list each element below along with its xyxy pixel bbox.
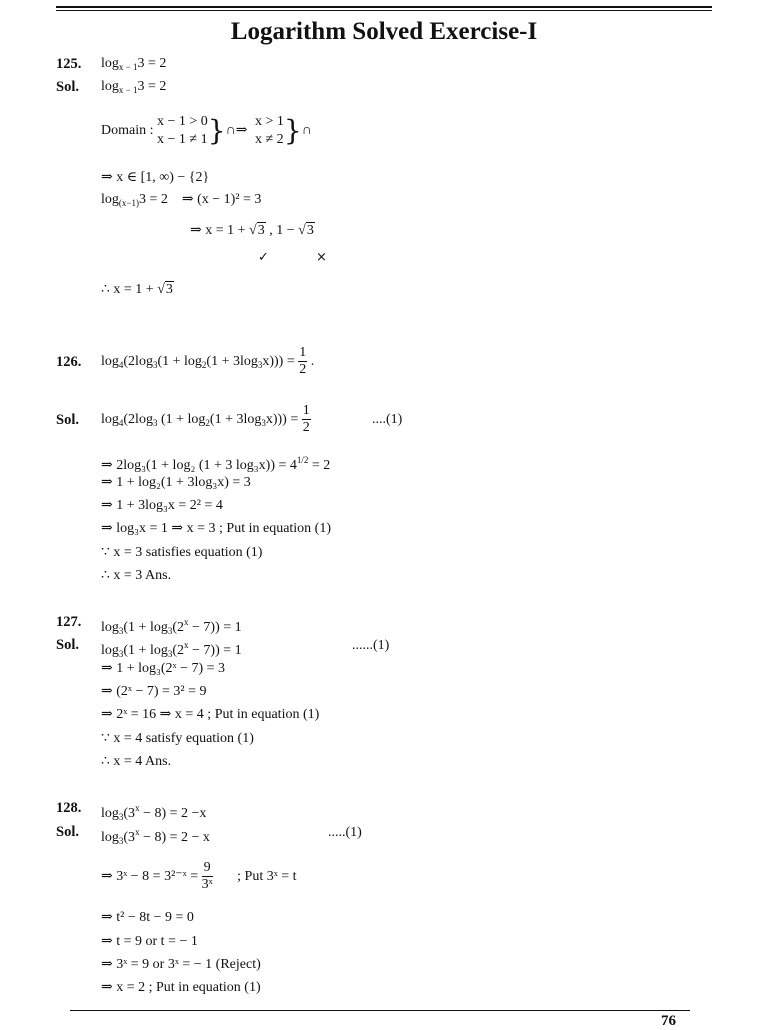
page-title: Logarithm Solved Exercise-I bbox=[230, 18, 538, 45]
cross-mark: × bbox=[316, 250, 327, 265]
domain-125: Domain : x − 1 > 0 x − 1 ≠ 1 }∩⇒ x > 1 x ≠ 2 }∩ bbox=[101, 114, 312, 147]
sol-127-line0: $\log_3(1 + \log_3(2^x - 7)) = 1$ bbox=[101, 640, 242, 659]
eq-ref-128: .....(1) bbox=[328, 825, 362, 840]
header-bottom-rule bbox=[56, 10, 712, 11]
sol-127-line5: ∴ x = 4 Ans. bbox=[101, 754, 172, 769]
question-number-125: 125. bbox=[56, 56, 82, 72]
check-mark: ✓ bbox=[258, 250, 269, 265]
question-number-128: 128. bbox=[56, 800, 82, 816]
sol-128-line2: ⇒ t² − 8t − 9 = 0 bbox=[101, 910, 194, 925]
header-top-rule bbox=[56, 6, 712, 8]
eq-ref-126: ....(1) bbox=[372, 412, 403, 427]
question-128: $\log_3(3^x - 8) = 2 -x$ bbox=[101, 803, 207, 822]
sol-label-126: Sol. bbox=[56, 412, 79, 428]
sol-128-line4: ⇒ 3ˣ = 9 or 3ˣ = − 1 (Reject) bbox=[101, 957, 261, 972]
sol-128-line0: $\log_3(3^x - 8) = 2 - x$ bbox=[101, 827, 210, 846]
question-number-126: 126. bbox=[56, 354, 82, 370]
question-126: $\log_4(2\log_3(1 + \log_2(1 + 3\log_3x)))$ = $\frac{1}{2}$ . bbox=[101, 345, 315, 378]
sol-125-answer: ∴ x = 1 + √3 bbox=[101, 282, 173, 297]
sol-126-line1: ⇒ 2log₃(1 + log₂ (1 + 3 $\log_3x)) = 4^{1/2} = 2$ bbox=[101, 455, 331, 473]
eq-ref-127: ......(1) bbox=[352, 638, 390, 653]
sol-label-127: Sol. bbox=[56, 637, 79, 653]
sol-127-line2: ⇒ (2ˣ − 7) = 3² = 9 bbox=[101, 684, 207, 699]
sol-128-line1: ⇒ 3ˣ − 8 = 3²⁻ˣ = $\frac{9}{\text{3ˣ}}$ ; Put 3ˣ = t bbox=[101, 860, 297, 893]
sol-126-line6: ∴ x = 3 Ans. bbox=[101, 568, 172, 583]
sol-127-line1: ⇒ 1 + log₃(2ˣ − 7) = 3 bbox=[101, 661, 226, 676]
sol-label-128: Sol. bbox=[56, 824, 79, 840]
sol-128-line3: ⇒ t = 9 or t = − 1 bbox=[101, 934, 198, 949]
sol-128-line5: ⇒ x = 2 ; Put in equation (1) bbox=[101, 980, 261, 995]
sol-125-line1: ⇒ x ∈ [1, ∞) − {2} bbox=[101, 170, 210, 185]
page-number: 76 bbox=[661, 1013, 676, 1029]
footer-rule bbox=[70, 1010, 690, 1011]
sol-126-line4: ⇒ log₃x = 1 ⇒ x = 3 ; Put in equation (1) bbox=[101, 521, 332, 536]
sol-125-line2: $\log_{(x-1)}3 = 2$ ⇒ (x − 1)² = 3 bbox=[101, 192, 262, 208]
question-number-127: 127. bbox=[56, 614, 82, 630]
sol-127-line4: ∵ x = 4 satisfy equation (1) bbox=[101, 731, 254, 746]
domain-label: Domain : bbox=[101, 123, 154, 138]
sol-label-125: Sol. bbox=[56, 79, 79, 95]
sol-126-line5: ∵ x = 3 satisfies equation (1) bbox=[101, 545, 263, 560]
sol-126-line3: ⇒ 1 + 3log₃x = 2² = 4 bbox=[101, 498, 223, 513]
sol-127-line3: ⇒ 2ˣ = 16 ⇒ x = 4 ; Put in equation (1) bbox=[101, 707, 320, 722]
question-125: $\log_{x - 1}3 = 2$ bbox=[101, 56, 167, 72]
question-127: $\log_3(1 + \log_3(2^x - 7)) = 1$ bbox=[101, 617, 242, 636]
sol-125-line3: ⇒ x = 1 + √3 , 1 − √3 bbox=[190, 223, 314, 238]
sol-126-line0: $\log_4(2\log_3$ $(1 + \log_2(1 + 3\log_3x))$) = $\frac{1}{2}$ bbox=[101, 403, 310, 436]
sol-125-line0: $\log_{x - 1}3 = 2$ bbox=[101, 79, 167, 95]
sol-126-line2: ⇒ 1 + log₂(1 + 3log₃x) = 3 bbox=[101, 475, 251, 490]
